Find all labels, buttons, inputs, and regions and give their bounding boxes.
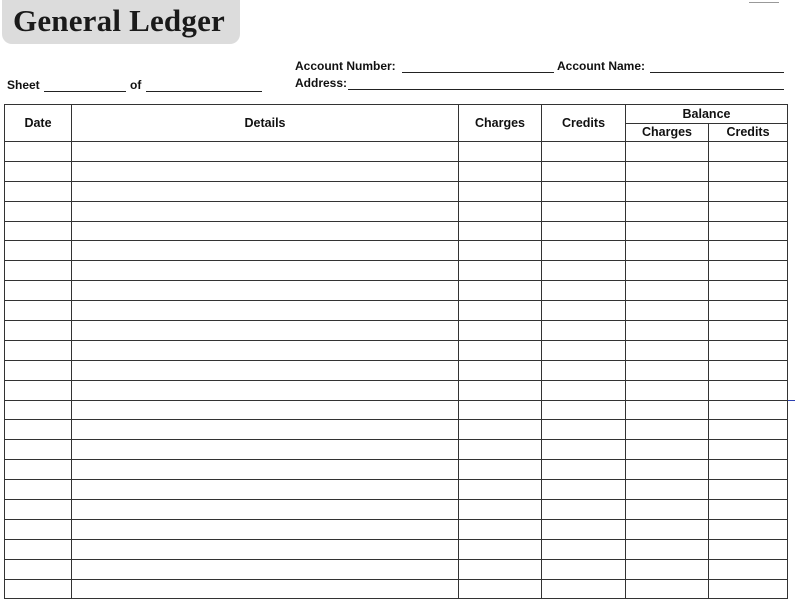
charges-cell[interactable] bbox=[459, 400, 542, 420]
details-cell[interactable] bbox=[72, 281, 459, 301]
details-cell[interactable] bbox=[72, 161, 459, 181]
charges-cell[interactable] bbox=[459, 221, 542, 241]
balance-credits-cell[interactable] bbox=[709, 500, 788, 520]
balance-charges-cell[interactable] bbox=[626, 221, 709, 241]
charges-cell[interactable] bbox=[459, 579, 542, 599]
charges-cell[interactable] bbox=[459, 201, 542, 221]
balance-credits-cell[interactable] bbox=[709, 201, 788, 221]
date-cell[interactable] bbox=[5, 420, 72, 440]
date-cell[interactable] bbox=[5, 519, 72, 539]
date-cell[interactable] bbox=[5, 559, 72, 579]
date-cell[interactable] bbox=[5, 480, 72, 500]
date-cell[interactable] bbox=[5, 142, 72, 162]
sheet-number-field[interactable] bbox=[44, 91, 126, 92]
ledger-row bbox=[5, 142, 788, 162]
ledger-row bbox=[5, 539, 788, 559]
balance-credits-cell[interactable] bbox=[709, 321, 788, 341]
charges-cell[interactable] bbox=[459, 539, 542, 559]
col-header-charges: Charges bbox=[459, 105, 542, 142]
details-cell[interactable] bbox=[72, 480, 459, 500]
balance-charges-cell[interactable] bbox=[626, 500, 709, 520]
charges-cell[interactable] bbox=[459, 181, 542, 201]
balance-charges-cell[interactable] bbox=[626, 519, 709, 539]
date-cell[interactable] bbox=[5, 539, 72, 559]
account-name-label: Account Name: bbox=[557, 59, 646, 73]
balance-charges-cell[interactable] bbox=[626, 340, 709, 360]
details-cell[interactable] bbox=[72, 539, 459, 559]
credits-cell[interactable] bbox=[542, 161, 626, 181]
date-cell[interactable] bbox=[5, 500, 72, 520]
credits-cell[interactable] bbox=[542, 360, 626, 380]
sheet-total-field[interactable] bbox=[146, 91, 262, 92]
balance-charges-cell[interactable] bbox=[626, 142, 709, 162]
credits-cell[interactable] bbox=[542, 579, 626, 599]
credits-cell[interactable] bbox=[542, 559, 626, 579]
balance-credits-cell[interactable] bbox=[709, 340, 788, 360]
col-header-date: Date bbox=[5, 105, 72, 142]
date-cell[interactable] bbox=[5, 321, 72, 341]
ledger-body bbox=[5, 142, 788, 599]
balance-credits-cell[interactable] bbox=[709, 400, 788, 420]
charges-cell[interactable] bbox=[459, 281, 542, 301]
details-cell[interactable] bbox=[72, 440, 459, 460]
col-header-details: Details bbox=[72, 105, 459, 142]
balance-credits-cell[interactable] bbox=[709, 579, 788, 599]
details-cell[interactable] bbox=[72, 360, 459, 380]
ledger-row bbox=[5, 181, 788, 201]
balance-charges-cell[interactable] bbox=[626, 301, 709, 321]
address-field[interactable] bbox=[348, 89, 784, 90]
details-cell[interactable] bbox=[72, 142, 459, 162]
ledger-row bbox=[5, 480, 788, 500]
ledger-row bbox=[5, 161, 788, 181]
col-header-balance-credits: Credits bbox=[709, 123, 788, 142]
of-label: of bbox=[130, 78, 142, 92]
date-cell[interactable] bbox=[5, 301, 72, 321]
col-header-credits: Credits bbox=[542, 105, 626, 142]
credits-cell[interactable] bbox=[542, 281, 626, 301]
account-name-field[interactable] bbox=[650, 72, 784, 73]
ledger-row bbox=[5, 360, 788, 380]
credits-cell[interactable] bbox=[542, 440, 626, 460]
charges-cell[interactable] bbox=[459, 420, 542, 440]
credits-cell[interactable] bbox=[542, 400, 626, 420]
balance-credits-cell[interactable] bbox=[709, 360, 788, 380]
credits-cell[interactable] bbox=[542, 321, 626, 341]
balance-charges-cell[interactable] bbox=[626, 440, 709, 460]
charges-cell[interactable] bbox=[459, 301, 542, 321]
charges-cell[interactable] bbox=[459, 241, 542, 261]
ledger-row bbox=[5, 340, 788, 360]
balance-credits-cell[interactable] bbox=[709, 161, 788, 181]
date-cell[interactable] bbox=[5, 241, 72, 261]
balance-credits-cell[interactable] bbox=[709, 539, 788, 559]
address-label: Address: bbox=[295, 76, 348, 90]
charges-cell[interactable] bbox=[459, 480, 542, 500]
balance-charges-cell[interactable] bbox=[626, 181, 709, 201]
charges-cell[interactable] bbox=[459, 519, 542, 539]
balance-charges-cell[interactable] bbox=[626, 161, 709, 181]
date-cell[interactable] bbox=[5, 440, 72, 460]
date-cell[interactable] bbox=[5, 221, 72, 241]
ledger-row bbox=[5, 241, 788, 261]
title-banner bbox=[2, 0, 240, 44]
balance-credits-cell[interactable] bbox=[709, 142, 788, 162]
charges-cell[interactable] bbox=[459, 142, 542, 162]
ledger-row bbox=[5, 221, 788, 241]
credits-cell[interactable] bbox=[542, 142, 626, 162]
credits-cell[interactable] bbox=[542, 500, 626, 520]
details-cell[interactable] bbox=[72, 460, 459, 480]
balance-charges-cell[interactable] bbox=[626, 559, 709, 579]
date-cell[interactable] bbox=[5, 380, 72, 400]
date-cell[interactable] bbox=[5, 400, 72, 420]
date-cell[interactable] bbox=[5, 201, 72, 221]
ledger-row bbox=[5, 519, 788, 539]
charges-cell[interactable] bbox=[459, 340, 542, 360]
balance-credits-cell[interactable] bbox=[709, 519, 788, 539]
balance-credits-cell[interactable] bbox=[709, 221, 788, 241]
balance-credits-cell[interactable] bbox=[709, 181, 788, 201]
balance-charges-cell[interactable] bbox=[626, 201, 709, 221]
details-cell[interactable] bbox=[72, 400, 459, 420]
credits-cell[interactable] bbox=[542, 480, 626, 500]
charges-cell[interactable] bbox=[459, 261, 542, 281]
ledger-row bbox=[5, 380, 788, 400]
balance-charges-cell[interactable] bbox=[626, 420, 709, 440]
date-cell[interactable] bbox=[5, 360, 72, 380]
charges-cell[interactable] bbox=[459, 460, 542, 480]
balance-charges-cell[interactable] bbox=[626, 281, 709, 301]
charges-cell[interactable] bbox=[459, 321, 542, 341]
credits-cell[interactable] bbox=[542, 241, 626, 261]
charges-cell[interactable] bbox=[459, 559, 542, 579]
balance-charges-cell[interactable] bbox=[626, 460, 709, 480]
ledger-row bbox=[5, 400, 788, 420]
date-cell[interactable] bbox=[5, 340, 72, 360]
details-cell[interactable] bbox=[72, 500, 459, 520]
balance-charges-cell[interactable] bbox=[626, 380, 709, 400]
balance-charges-cell[interactable] bbox=[626, 579, 709, 599]
credits-cell[interactable] bbox=[542, 380, 626, 400]
balance-credits-cell[interactable] bbox=[709, 241, 788, 261]
date-cell[interactable] bbox=[5, 460, 72, 480]
page-title: General Ledger bbox=[13, 3, 225, 38]
details-cell[interactable] bbox=[72, 380, 459, 400]
ledger-row bbox=[5, 500, 788, 520]
details-cell[interactable] bbox=[72, 301, 459, 321]
credits-cell[interactable] bbox=[542, 420, 626, 440]
pen-mark bbox=[787, 400, 795, 401]
balance-charges-cell[interactable] bbox=[626, 321, 709, 341]
col-header-balance: Balance bbox=[626, 105, 788, 124]
col-header-balance-charges: Charges bbox=[626, 123, 709, 142]
details-cell[interactable] bbox=[72, 321, 459, 341]
ledger-row bbox=[5, 559, 788, 579]
ledger-row bbox=[5, 261, 788, 281]
balance-credits-cell[interactable] bbox=[709, 480, 788, 500]
balance-charges-cell[interactable] bbox=[626, 241, 709, 261]
ledger-row bbox=[5, 321, 788, 341]
details-cell[interactable] bbox=[72, 201, 459, 221]
details-cell[interactable] bbox=[72, 519, 459, 539]
balance-credits-cell[interactable] bbox=[709, 440, 788, 460]
balance-charges-cell[interactable] bbox=[626, 480, 709, 500]
details-cell[interactable] bbox=[72, 579, 459, 599]
charges-cell[interactable] bbox=[459, 440, 542, 460]
account-number-label: Account Number: bbox=[295, 59, 396, 73]
balance-credits-cell[interactable] bbox=[709, 261, 788, 281]
balance-credits-cell[interactable] bbox=[709, 380, 788, 400]
details-cell[interactable] bbox=[72, 181, 459, 201]
sheet-label: Sheet bbox=[7, 78, 40, 92]
balance-charges-cell[interactable] bbox=[626, 261, 709, 281]
credits-cell[interactable] bbox=[542, 539, 626, 559]
charges-cell[interactable] bbox=[459, 360, 542, 380]
ledger-row bbox=[5, 420, 788, 440]
charges-cell[interactable] bbox=[459, 500, 542, 520]
date-cell[interactable] bbox=[5, 579, 72, 599]
balance-credits-cell[interactable] bbox=[709, 301, 788, 321]
date-cell[interactable] bbox=[5, 181, 72, 201]
credits-cell[interactable] bbox=[542, 460, 626, 480]
balance-credits-cell[interactable] bbox=[709, 460, 788, 480]
account-number-field[interactable] bbox=[402, 72, 554, 73]
details-cell[interactable] bbox=[72, 261, 459, 281]
details-cell[interactable] bbox=[72, 241, 459, 261]
charges-cell[interactable] bbox=[459, 161, 542, 181]
balance-charges-cell[interactable] bbox=[626, 539, 709, 559]
credits-cell[interactable] bbox=[542, 301, 626, 321]
ledger-row bbox=[5, 579, 788, 599]
credits-cell[interactable] bbox=[542, 519, 626, 539]
credits-cell[interactable] bbox=[542, 181, 626, 201]
credits-cell[interactable] bbox=[542, 261, 626, 281]
balance-credits-cell[interactable] bbox=[709, 420, 788, 440]
credits-cell[interactable] bbox=[542, 340, 626, 360]
corner-mark bbox=[749, 0, 779, 3]
date-cell[interactable] bbox=[5, 261, 72, 281]
ledger-row bbox=[5, 440, 788, 460]
charges-cell[interactable] bbox=[459, 380, 542, 400]
ledger-row bbox=[5, 201, 788, 221]
ledger-row bbox=[5, 301, 788, 321]
details-cell[interactable] bbox=[72, 420, 459, 440]
ledger-row bbox=[5, 281, 788, 301]
details-cell[interactable] bbox=[72, 559, 459, 579]
details-cell[interactable] bbox=[72, 221, 459, 241]
date-cell[interactable] bbox=[5, 281, 72, 301]
balance-charges-cell[interactable] bbox=[626, 400, 709, 420]
credits-cell[interactable] bbox=[542, 221, 626, 241]
credits-cell[interactable] bbox=[542, 201, 626, 221]
balance-credits-cell[interactable] bbox=[709, 281, 788, 301]
ledger-table bbox=[4, 104, 788, 599]
balance-charges-cell[interactable] bbox=[626, 360, 709, 380]
ledger-row bbox=[5, 460, 788, 480]
balance-credits-cell[interactable] bbox=[709, 559, 788, 579]
date-cell[interactable] bbox=[5, 161, 72, 181]
details-cell[interactable] bbox=[72, 340, 459, 360]
